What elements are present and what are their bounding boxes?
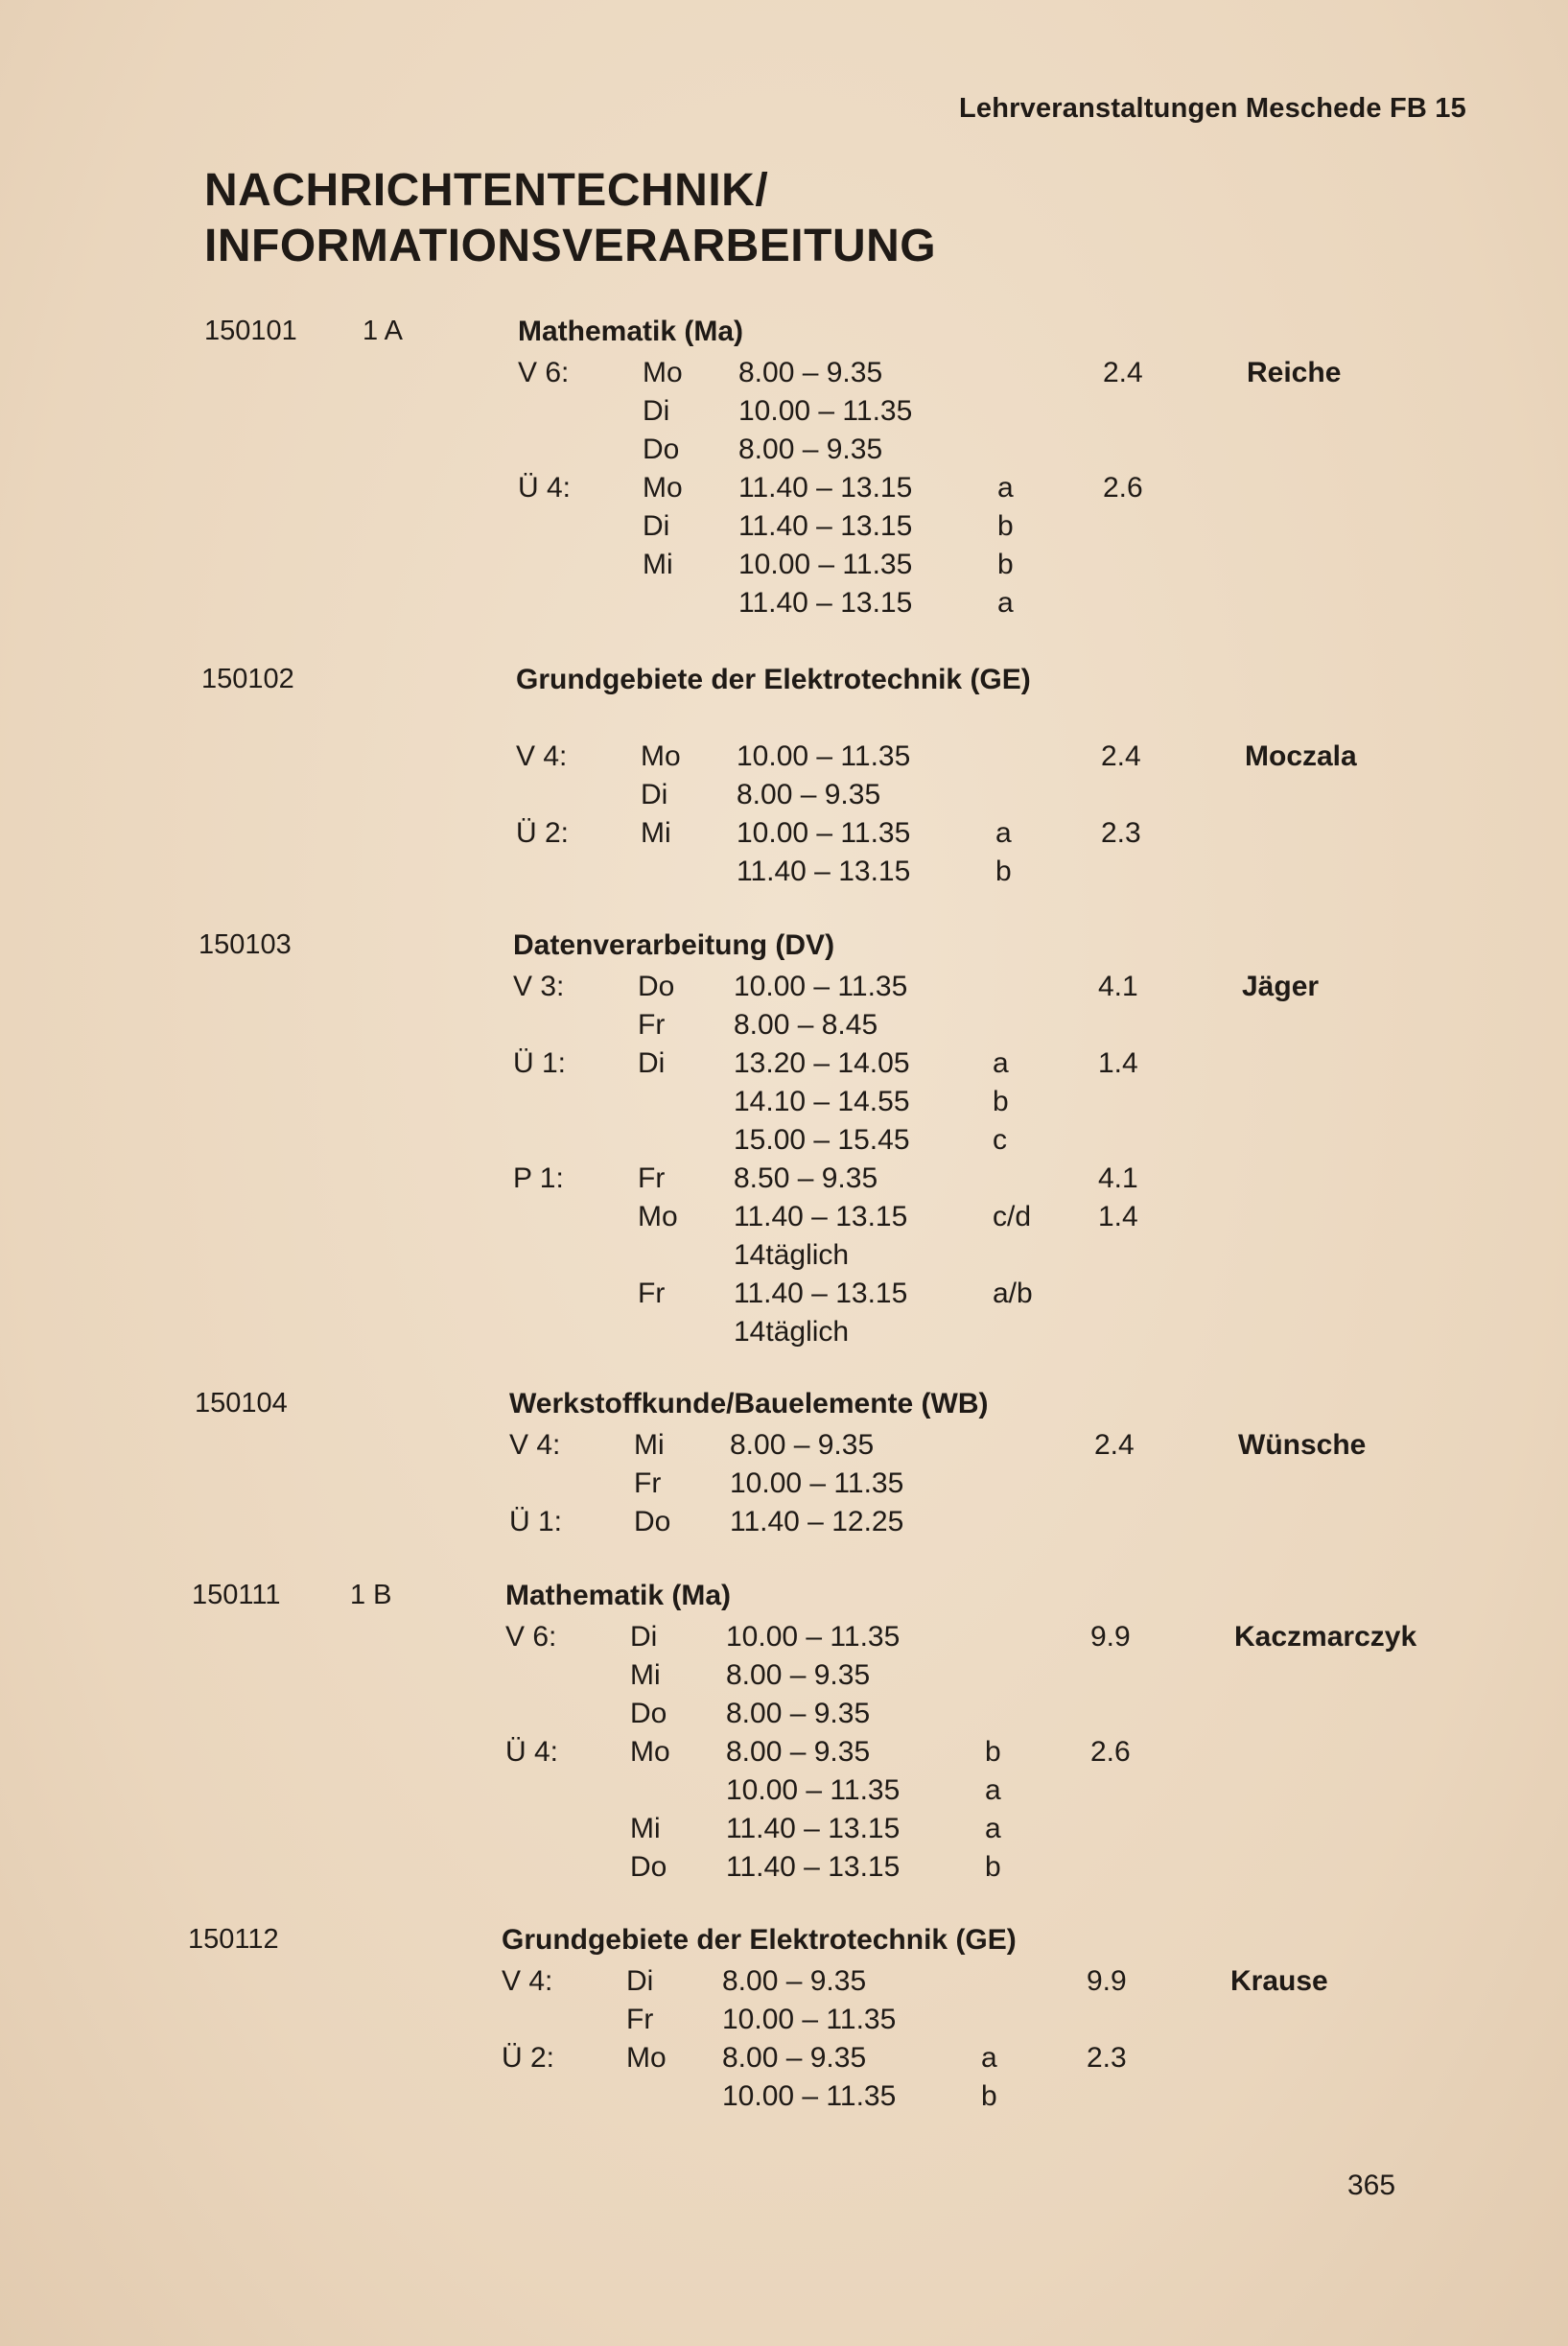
session-type: Ü 1: [509, 1506, 563, 1537]
time-slot: 8.00 – 9.35 [726, 1736, 871, 1768]
group-label: a/b [993, 1278, 1033, 1309]
weekday: Mi [630, 1813, 661, 1844]
lecturer-name: Wünsche [1238, 1429, 1367, 1461]
course-title: Werkstoffkunde/Bauelemente (WB) [509, 1388, 989, 1419]
weekday: Mo [643, 472, 683, 504]
session-type: V 4: [509, 1429, 561, 1461]
group-label: a [995, 817, 1012, 849]
semester-label: 1 A [363, 316, 403, 346]
weekday: Mo [643, 357, 683, 388]
time-slot: 8.50 – 9.35 [734, 1162, 878, 1194]
lecturer-name: Moczala [1245, 740, 1357, 772]
page-title [204, 163, 936, 274]
weekday: Fr [634, 1467, 662, 1499]
group-label: c [993, 1124, 1007, 1156]
weekday: Fr [638, 1009, 666, 1041]
title-line-1: NACHRICHTENTECHNIK/ [204, 165, 769, 216]
room-number: 2.6 [1103, 472, 1143, 504]
weekday: Mi [630, 1659, 661, 1691]
room-number: 2.4 [1101, 740, 1141, 772]
weekday: Fr [626, 2004, 654, 2035]
group-label: c/d [993, 1201, 1032, 1232]
session-type: V 4: [502, 1965, 553, 1997]
lecturer-name: Reiche [1247, 357, 1342, 388]
room-number: 9.9 [1087, 1965, 1127, 1997]
group-label: b [985, 1851, 1001, 1883]
weekday: Di [643, 510, 670, 542]
course-title: Datenverarbeitung (DV) [513, 929, 835, 961]
course-title: Mathematik (Ma) [505, 1580, 732, 1611]
weekday: Di [626, 1965, 654, 1997]
weekday: Do [630, 1851, 667, 1883]
group-label: a [993, 1047, 1009, 1079]
course-number: 150101 [204, 316, 297, 346]
time-slot: 11.40 – 13.15 [737, 856, 911, 887]
session-type: Ü 1: [513, 1047, 567, 1079]
session-type: Ü 2: [516, 817, 570, 849]
time-slot: 11.40 – 13.15 [726, 1851, 901, 1883]
weekday: Di [641, 779, 668, 810]
time-slot: 8.00 – 9.35 [730, 1429, 875, 1461]
page-number: 365 [1347, 2170, 1396, 2201]
time-slot: 8.00 – 8.45 [734, 1009, 878, 1041]
weekday: Mo [641, 740, 681, 772]
lecturer-name: Jäger [1242, 971, 1320, 1002]
weekday: Di [643, 395, 670, 427]
time-slot: 10.00 – 11.35 [730, 1467, 904, 1499]
course-title: Mathematik (Ma) [518, 316, 744, 347]
time-slot: 10.00 – 11.35 [722, 2080, 897, 2112]
session-type: Ü 4: [505, 1736, 559, 1768]
weekday: Mi [634, 1429, 665, 1461]
time-slot: 14täglich [734, 1316, 850, 1348]
group-label: a [997, 472, 1014, 504]
course-title: Grundgebiete der Elektrotechnik (GE) [502, 1924, 1017, 1956]
course-title: Grundgebiete der Elektrotechnik (GE) [516, 664, 1031, 695]
course-number: 150103 [199, 929, 292, 960]
session-type: V 6: [505, 1621, 557, 1653]
title-line-2: INFORMATIONSVERARBEITUNG [204, 221, 937, 271]
weekday: Mo [626, 2042, 667, 2074]
session-type: V 4: [516, 740, 568, 772]
time-slot: 11.40 – 12.25 [730, 1506, 904, 1537]
weekday: Do [630, 1698, 667, 1729]
group-label: b [997, 510, 1014, 542]
time-slot: 11.40 – 13.15 [738, 510, 913, 542]
group-label: a [985, 1774, 1001, 1806]
time-slot: 8.00 – 9.35 [738, 357, 883, 388]
group-label: b [997, 549, 1014, 580]
weekday: Di [630, 1621, 658, 1653]
course-number: 150104 [195, 1388, 288, 1419]
weekday: Do [634, 1506, 671, 1537]
session-type: Ü 4: [518, 472, 572, 504]
time-slot: 8.00 – 9.35 [737, 779, 881, 810]
group-label: b [993, 1086, 1009, 1117]
room-number: 9.9 [1090, 1621, 1131, 1653]
course-number: 150102 [201, 664, 294, 694]
time-slot: 10.00 – 11.35 [726, 1774, 901, 1806]
time-slot: 8.00 – 9.35 [722, 2042, 867, 2074]
room-number: 4.1 [1098, 1162, 1138, 1194]
time-slot: 10.00 – 11.35 [738, 395, 913, 427]
time-slot: 11.40 – 13.15 [734, 1201, 908, 1232]
lecturer-name: Kaczmarczyk [1234, 1621, 1417, 1653]
weekday: Di [638, 1047, 666, 1079]
weekday: Mo [630, 1736, 670, 1768]
room-number: 1.4 [1098, 1047, 1138, 1079]
room-number: 4.1 [1098, 971, 1138, 1002]
room-number: 2.4 [1103, 357, 1143, 388]
time-slot: 10.00 – 11.35 [726, 1621, 901, 1653]
time-slot: 11.40 – 13.15 [734, 1278, 908, 1309]
group-label: a [997, 587, 1014, 619]
weekday: Do [638, 971, 675, 1002]
group-label: a [985, 1813, 1001, 1844]
group-label: b [985, 1736, 1001, 1768]
weekday: Fr [638, 1278, 666, 1309]
room-number: 2.6 [1090, 1736, 1131, 1768]
weekday: Do [643, 434, 680, 465]
weekday: Fr [638, 1162, 666, 1194]
semester-label: 1 B [350, 1580, 392, 1610]
time-slot: 10.00 – 11.35 [738, 549, 913, 580]
time-slot: 11.40 – 13.15 [738, 472, 913, 504]
weekday: Mi [643, 549, 673, 580]
time-slot: 10.00 – 11.35 [737, 740, 911, 772]
time-slot: 8.00 – 9.35 [726, 1698, 871, 1729]
room-number: 2.3 [1087, 2042, 1127, 2074]
session-type: V 6: [518, 357, 570, 388]
time-slot: 10.00 – 11.35 [722, 2004, 897, 2035]
time-slot: 15.00 – 15.45 [734, 1124, 910, 1156]
time-slot: 8.00 – 9.35 [726, 1659, 871, 1691]
lecturer-name: Krause [1230, 1965, 1328, 1997]
room-number: 2.3 [1101, 817, 1141, 849]
running-head: Lehrveranstaltungen Meschede FB 15 [959, 93, 1466, 124]
session-type: V 3: [513, 971, 565, 1002]
group-label: b [981, 2080, 997, 2112]
time-slot: 11.40 – 13.15 [738, 587, 913, 619]
room-number: 2.4 [1094, 1429, 1135, 1461]
time-slot: 10.00 – 11.35 [734, 971, 908, 1002]
time-slot: 14.10 – 14.55 [734, 1086, 910, 1117]
time-slot: 14täglich [734, 1239, 850, 1271]
time-slot: 13.20 – 14.05 [734, 1047, 910, 1079]
session-type: P 1: [513, 1162, 564, 1194]
weekday: Mo [638, 1201, 678, 1232]
time-slot: 10.00 – 11.35 [737, 817, 911, 849]
course-number: 150111 [192, 1580, 281, 1610]
weekday: Mi [641, 817, 671, 849]
time-slot: 11.40 – 13.15 [726, 1813, 901, 1844]
room-number: 1.4 [1098, 1201, 1138, 1232]
time-slot: 8.00 – 9.35 [722, 1965, 867, 1997]
group-label: b [995, 856, 1012, 887]
session-type: Ü 2: [502, 2042, 555, 2074]
course-number: 150112 [188, 1924, 279, 1955]
time-slot: 8.00 – 9.35 [738, 434, 883, 465]
group-label: a [981, 2042, 997, 2074]
